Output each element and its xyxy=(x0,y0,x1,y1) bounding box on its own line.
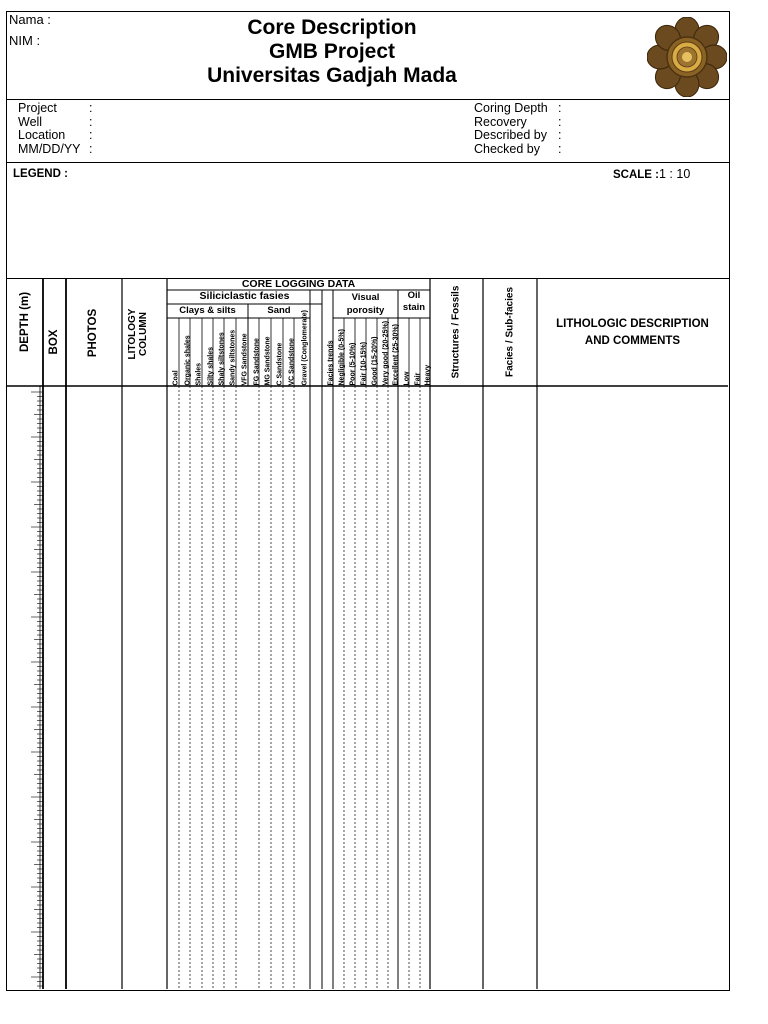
info-label: Location xyxy=(18,128,66,142)
litology-header-line-1: LITOLOGY xyxy=(127,308,138,360)
sub-column-label: Facies trends xyxy=(327,340,334,386)
sub-column-label: C Sandstone xyxy=(276,342,284,386)
nama-label: Nama : xyxy=(9,12,51,27)
table-grid xyxy=(7,278,728,989)
info-colon: : xyxy=(558,128,562,142)
core-logging-table xyxy=(7,278,728,989)
scale-value: 1 : 10 xyxy=(659,167,691,181)
box-header: BOX xyxy=(48,329,60,355)
info-colon: : xyxy=(89,101,93,115)
sub-column-label: Shales xyxy=(195,362,203,386)
depth-header: DEPTH (m) xyxy=(19,291,31,353)
info-colon: : xyxy=(558,101,562,115)
sub-column-label: Good (15-20%) xyxy=(371,336,378,386)
info-colon: : xyxy=(89,141,93,156)
visual-porosity-line-2: porosity xyxy=(346,304,385,316)
title-line-1: Core Description xyxy=(247,16,417,39)
core-description-sheet xyxy=(6,11,730,991)
sub-column-label: MG Sandstone xyxy=(264,336,272,386)
info-label: Project xyxy=(18,101,57,115)
sub-column-label: Shaly siltstones xyxy=(218,332,225,386)
facies-header: Facies / Sub-facies xyxy=(504,286,516,378)
visual-porosity-line-1: Visual xyxy=(351,292,380,303)
info-colon: : xyxy=(558,114,562,129)
sub-column-label: Negligible (0-5%) xyxy=(338,329,345,386)
sub-column-label: Very good (20-25%) xyxy=(382,320,389,386)
info-colon: : xyxy=(89,114,93,129)
info-label: Coring Depth xyxy=(474,101,548,115)
university-seal-icon xyxy=(647,17,727,97)
clays-silts-header: Clays & silts xyxy=(179,305,236,316)
litology-header-line-2: COLUMN xyxy=(138,312,149,356)
sub-column-label: Sandy siltstones xyxy=(229,329,237,386)
sub-column-label: Organic shales xyxy=(184,335,191,386)
siliciclastic-header: Siliciclastic fasies xyxy=(199,290,290,302)
info-colon: : xyxy=(89,128,93,142)
oil-stain-line-1: Oil xyxy=(407,290,421,301)
info-colon: : xyxy=(558,141,562,156)
sub-column-label: Low xyxy=(403,371,410,386)
scale-label: SCALE : xyxy=(613,169,659,181)
sub-column-label: Heavy xyxy=(424,364,432,386)
photos-header: PHOTOS xyxy=(87,308,99,358)
sub-column-label: Poor (5-10%) xyxy=(349,342,356,386)
title-line-2: GMB Project xyxy=(268,40,396,63)
sub-column-label: Silty shales xyxy=(207,346,214,386)
sub-column-label: FG Sandstone xyxy=(253,338,260,386)
sub-column-label: Gravel (Conglomerate) xyxy=(301,310,309,386)
scale-readout xyxy=(613,168,690,183)
info-label: Checked by xyxy=(474,141,541,156)
info-divider xyxy=(7,162,729,163)
legend-label: LEGEND : xyxy=(13,168,68,180)
oil-stain-line-2: stain xyxy=(402,302,426,313)
sub-column-label: Fair (10-15%) xyxy=(360,341,367,386)
structures-header: Structures / Fossils xyxy=(450,285,462,379)
core-logging-header: CORE LOGGING DATA xyxy=(241,278,356,290)
info-label: MM/DD/YY xyxy=(18,141,81,156)
sub-column-label: Fair xyxy=(414,372,421,386)
info-label: Described by xyxy=(474,128,547,142)
sub-column-label: VC Sandstone xyxy=(288,338,295,386)
lithologic-description-line-1: LITHOLOGIC DESCRIPTION xyxy=(556,318,709,330)
title-line-3: Universitas Gadjah Mada xyxy=(207,64,457,87)
sub-column-label: Coal xyxy=(172,370,180,386)
lithologic-description-line-2: AND COMMENTS xyxy=(584,335,681,347)
sand-header: Sand xyxy=(267,305,291,316)
sub-column-label: Excellent (25-30%) xyxy=(392,324,400,386)
header-divider xyxy=(7,99,729,100)
sub-column-label: VFG Sandstone xyxy=(241,333,249,386)
nim-label: NIM : xyxy=(9,33,41,48)
info-label: Recovery xyxy=(474,114,527,129)
info-label: Well xyxy=(18,114,43,129)
